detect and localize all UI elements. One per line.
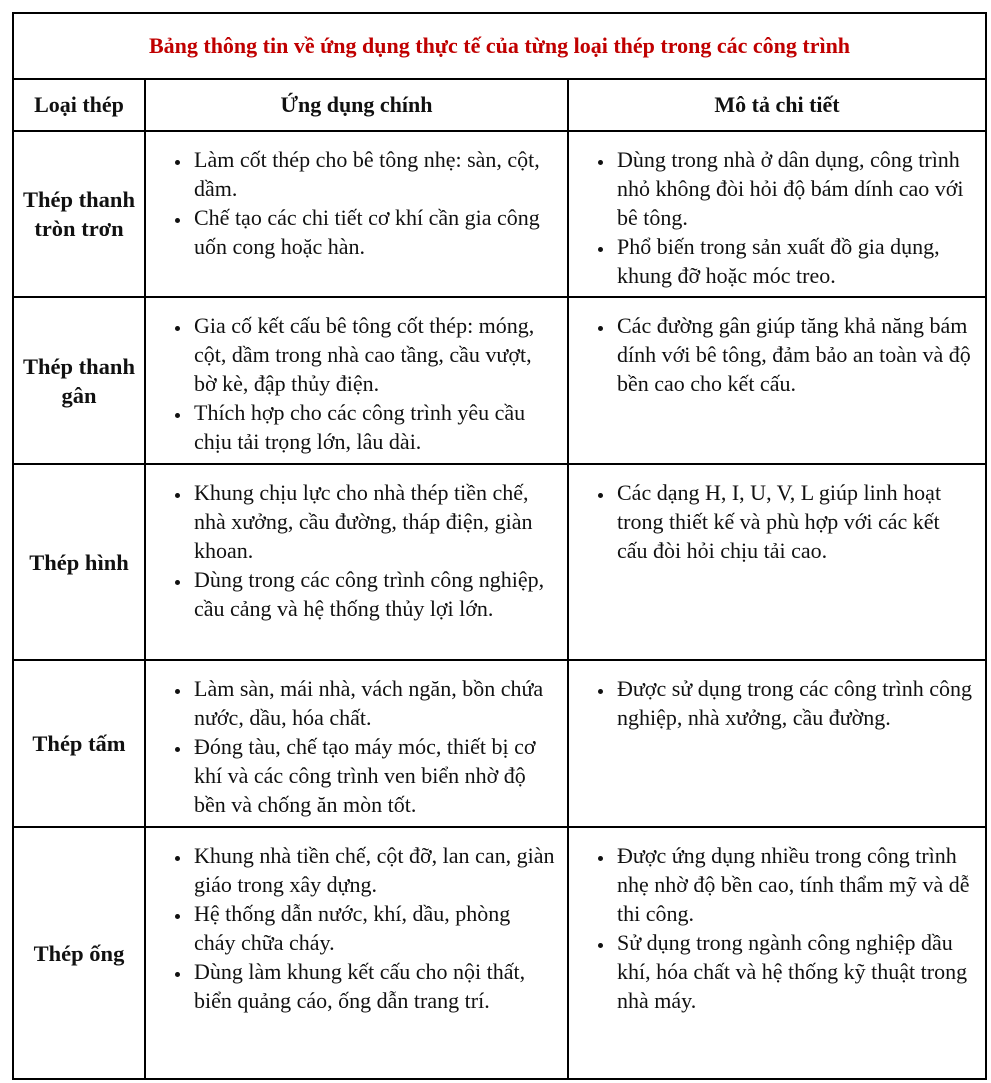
- list-item: • Các dạng H, I, U, V, L giúp linh hoạt trong thiết kế và phù hợp với các kết cấu đòi hỏi chịu tải cao.: [615, 478, 975, 565]
- table-row: [13, 464, 986, 660]
- details-cell: [568, 297, 986, 464]
- list-item: • Được sử dụng trong các công trình công nghiệp, nhà xưởng, cầu đường.: [615, 674, 975, 732]
- list-item: • Hệ thống dẫn nước, khí, dầu, phòng cháy chữa cháy.: [192, 899, 557, 957]
- header-main-applications: Ứng dụng chính: [145, 79, 568, 131]
- list-item: • Làm sàn, mái nhà, vách ngăn, bồn chứa nước, dầu, hóa chất.: [192, 674, 557, 732]
- steel-type-cell: Thép ống: [13, 827, 145, 1079]
- details-cell: [568, 131, 986, 297]
- list-item: • Đóng tàu, chế tạo máy móc, thiết bị cơ khí và các công trình ven biển nhờ độ bền và chống ăn mòn tốt.: [192, 732, 557, 819]
- list-item: • Các đường gân giúp tăng khả năng bám dính với bê tông, đảm bảo an toàn và độ bền cao cho kết cấu.: [615, 311, 975, 398]
- details-cell: [568, 827, 986, 1079]
- header-steel-type: Loại thép: [13, 79, 145, 131]
- list-item: • Phổ biến trong sản xuất đồ gia dụng, khung đỡ hoặc móc treo.: [615, 232, 975, 290]
- table-row: [13, 131, 986, 297]
- list-item: • Sử dụng trong ngành công nghiệp dầu khí, hóa chất và hệ thống kỹ thuật trong nhà máy.: [615, 928, 975, 1015]
- steel-type-cell: Thép thanh gân: [13, 297, 145, 464]
- list-item: • Được ứng dụng nhiều trong công trình nhẹ nhờ độ bền cao, tính thẩm mỹ và dễ thi công.: [615, 841, 975, 928]
- steel-type-cell: Thép tấm: [13, 660, 145, 827]
- header-details: Mô tả chi tiết: [568, 79, 986, 131]
- header-row: [13, 79, 986, 131]
- list-item: • Gia cố kết cấu bê tông cốt thép: móng, cột, dầm trong nhà cao tầng, cầu vượt, bờ kè, đập thủy điện.: [192, 311, 557, 398]
- list-item: • Làm cốt thép cho bê tông nhẹ: sàn, cột, dầm.: [192, 145, 557, 203]
- title-row: [13, 13, 986, 79]
- table-title: Bảng thông tin về ứng dụng thực tế của từng loại thép trong các công trình: [13, 13, 986, 79]
- list-item: • Khung chịu lực cho nhà thép tiền chế, nhà xưởng, cầu đường, tháp điện, giàn khoan.: [192, 478, 557, 565]
- steel-type-cell: Thép hình: [13, 464, 145, 660]
- applications-cell: [145, 297, 568, 464]
- list-item: • Thích hợp cho các công trình yêu cầu chịu tải trọng lớn, lâu dài.: [192, 398, 557, 456]
- table-row: [13, 827, 986, 1079]
- list-item: • Khung nhà tiền chế, cột đỡ, lan can, giàn giáo trong xây dựng.: [192, 841, 557, 899]
- details-cell: [568, 464, 986, 660]
- list-item: • Dùng làm khung kết cấu cho nội thất, biển quảng cáo, ống dẫn trang trí.: [192, 957, 557, 1015]
- steel-type-cell: Thép thanh tròn trơn: [13, 131, 145, 297]
- table-row: [13, 660, 986, 827]
- steel-applications-table: [12, 12, 987, 1080]
- applications-cell: [145, 660, 568, 827]
- list-item: • Dùng trong các công trình công nghiệp, cầu cảng và hệ thống thủy lợi lớn.: [192, 565, 557, 623]
- list-item: • Chế tạo các chi tiết cơ khí cần gia công uốn cong hoặc hàn.: [192, 203, 557, 261]
- applications-cell: [145, 464, 568, 660]
- table-row: [13, 297, 986, 464]
- list-item: • Dùng trong nhà ở dân dụng, công trình nhỏ không đòi hỏi độ bám dính cao với bê tông.: [615, 145, 975, 232]
- details-cell: [568, 660, 986, 827]
- applications-cell: [145, 827, 568, 1079]
- applications-cell: [145, 131, 568, 297]
